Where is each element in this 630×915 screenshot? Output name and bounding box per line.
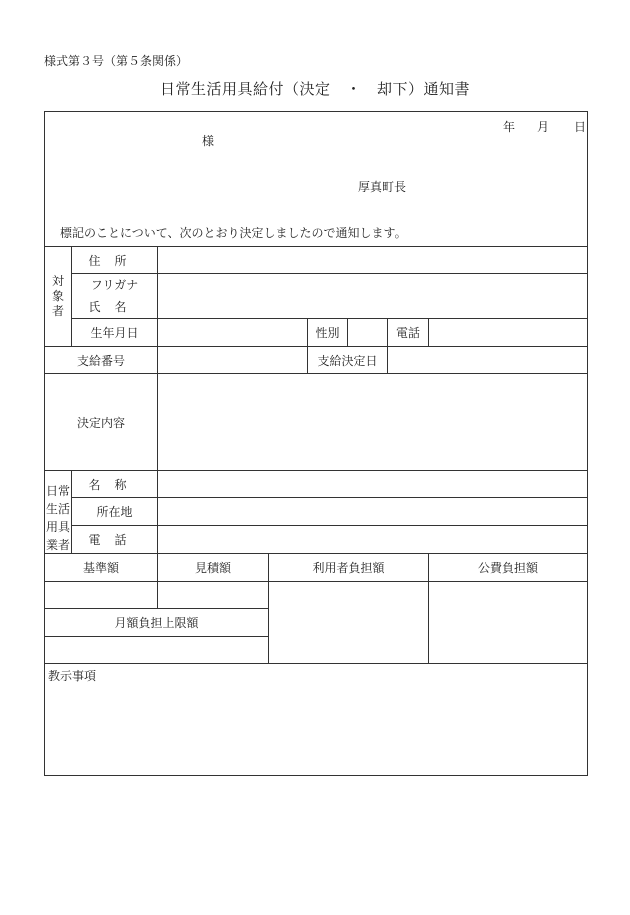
table-border-bottom [44,775,588,776]
decision-content-label: 決定内容 [76,415,125,430]
estimate-amount-label: 見積額 [194,561,231,575]
date-day-label: 日 [574,120,587,134]
table-border-top [44,111,588,112]
public-burden-label: 公費負担額 [477,561,538,575]
rule-label-col [157,246,158,554]
vendor-phone-label: 電話 [88,533,141,547]
payment-decision-date-label: 支給決定日 [317,353,378,368]
subject-section-label: 対 象 者 [51,274,64,318]
rule-amount-end [44,663,588,664]
vendor-location-label: 所在地 [96,505,133,519]
vendor-name-label: 名称 [88,477,141,492]
monthly-limit-label: 月額負担上限額 [114,616,199,630]
phone-label: 電話 [395,326,420,340]
page-title: 日常生活用具給付（決定 ・ 却下）通知書 [159,80,470,98]
vendor-section-label: 日常 生活 用具 業者 [46,484,71,552]
addressee-suffix: 様 [202,134,215,148]
birthdate-label: 生年月日 [90,326,139,340]
rule-amount-header-end [44,581,588,582]
payment-number-label: 支給番号 [76,353,125,368]
address-label: 住所 [88,253,141,268]
instruction-label: 教示事項 [48,669,97,683]
form-number: 様式第３号（第５条関係） [44,54,189,68]
date-month-label: 月 [537,120,550,134]
rule-sex-value-col [347,318,348,347]
sex-label: 性別 [315,326,340,340]
issuer-name: 厚真町長 [358,180,407,194]
user-burden-label: 利用者負担額 [312,561,385,575]
standard-amount-label: 基準額 [82,561,119,575]
table-border-right [587,111,588,776]
notice-text: 標記のことについて、次のとおり決定しましたので通知します。 [60,226,407,240]
rule-phone-value-col [428,318,429,347]
rule-limit-label-end [44,636,268,637]
date-year-label: 年 [503,120,516,134]
furigana-label: フリガナ [90,277,139,292]
name-label: 氏名 [88,300,141,314]
